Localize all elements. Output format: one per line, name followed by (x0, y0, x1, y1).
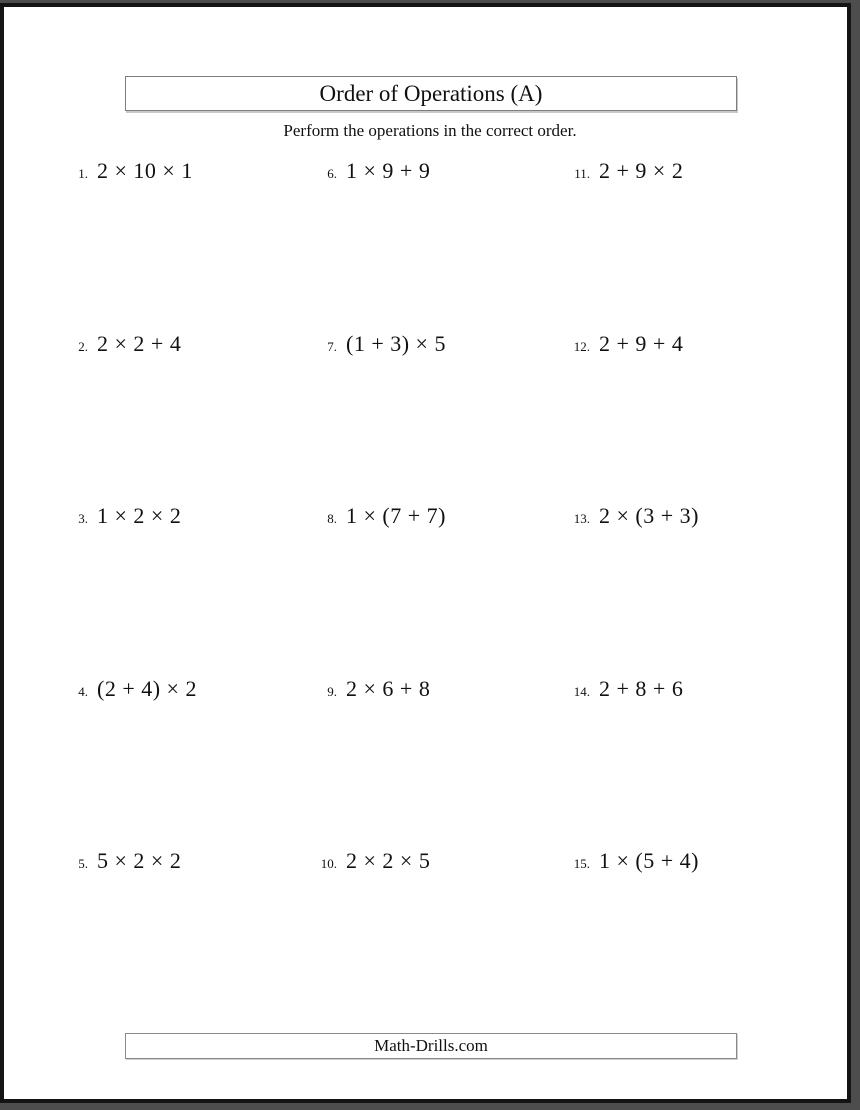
worksheet-footer-box (125, 1033, 737, 1059)
problem-item-12 (542, 331, 827, 367)
problem-expression: 2 + 9 + 4 (599, 330, 684, 356)
problem-number: 11. (574, 166, 590, 181)
problem-number: 4. (78, 683, 88, 699)
page-title: Order of Operations (A) (319, 81, 543, 106)
problem-number: 3. (78, 511, 88, 526)
problem-item-15 (542, 848, 827, 884)
problem-expression: 1 × (5 + 4) (599, 848, 699, 873)
problem-number: 5. (78, 856, 88, 871)
problem-number: 14. (573, 683, 590, 699)
problems-grid (40, 158, 827, 1021)
problem-item-6 (289, 158, 542, 194)
problem-expression: 2 + 8 + 6 (599, 675, 684, 701)
problem-expression: (2 + 4) × 2 (97, 675, 197, 701)
problem-number: 10. (320, 856, 337, 871)
problem-number: 2. (78, 338, 88, 354)
problem-expression: 1 × (7 + 7) (346, 503, 446, 528)
worksheet-title-box (125, 76, 737, 111)
problem-expression: 1 × 2 × 2 (97, 503, 182, 528)
problem-item-8 (289, 503, 542, 539)
problem-expression: 2 × 6 + 8 (346, 675, 431, 701)
problem-item-7 (289, 331, 542, 367)
problem-number: 12. (573, 338, 590, 354)
problem-expression: 2 + 9 × 2 (599, 158, 684, 183)
problem-expression: 2 × 10 × 1 (97, 158, 193, 183)
problem-expression: 2 × (3 + 3) (599, 503, 699, 528)
problem-number: 13. (573, 511, 590, 526)
problem-number: 7. (327, 338, 337, 354)
problem-item-1 (40, 158, 289, 194)
problem-expression: 2 × 2 + 4 (97, 330, 182, 356)
problem-item-3 (40, 503, 289, 539)
problem-expression: (1 + 3) × 5 (346, 330, 446, 356)
problem-number: 6. (327, 166, 337, 181)
problem-item-2 (40, 331, 289, 367)
problem-expression: 2 × 2 × 5 (346, 848, 431, 873)
problem-number: 1. (78, 166, 88, 181)
problem-expression: 1 × 9 + 9 (346, 158, 431, 183)
worksheet-page (0, 3, 851, 1103)
problem-item-13 (542, 503, 827, 539)
problem-number: 9. (327, 683, 337, 699)
problem-item-14 (542, 676, 827, 712)
footer-site-name: Math-Drills.com (374, 1036, 488, 1055)
problem-item-4 (40, 676, 289, 712)
problem-number: 15. (573, 856, 590, 871)
worksheet-instructions: Perform the operations in the correct order. (283, 121, 577, 140)
problem-item-11 (542, 158, 827, 194)
problem-number: 8. (327, 511, 337, 526)
problem-item-5 (40, 848, 289, 884)
problem-item-9 (289, 676, 542, 712)
problem-expression: 5 × 2 × 2 (97, 848, 182, 873)
problem-item-10 (289, 848, 542, 884)
